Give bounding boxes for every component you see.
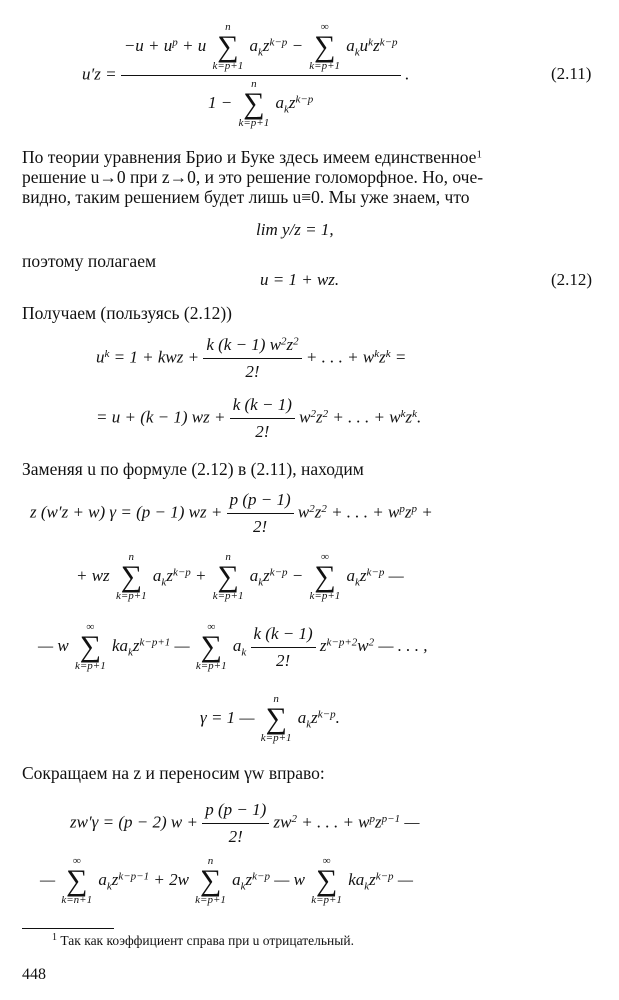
eq-2-11-number: (2.11)	[551, 64, 592, 83]
text-replace: Заменяя u по формуле (2.12) в (2.11), находим	[22, 459, 364, 479]
eq-2-12-number: (2.12)	[551, 270, 593, 289]
eq-2-11-denominator: 1 − n ∑ k=p+1 $a_kz^{k-p}$	[121, 75, 401, 129]
eq-final-line2: — ∞ ∑ k=n+1 $a_kz^{k-p-1} + 2w$ n ∑ k=p+1 $a_kz^{k-p}$ — w ∞ ∑ k=p+1 $ka_kz^{k-p}$ —	[40, 855, 413, 906]
footnote-rule	[22, 928, 114, 929]
equation-2-11: u′z = $-u + u^p + u$ n ∑ k=p+1 $a_kz^{k-p}$ − ∞ ∑ k=p+1 $a_ku^kz^{k-p}$ 1 − n ∑ k=p+1 $a_kz^{k-p}$ .	[82, 21, 409, 129]
eq-big-line4: γ = 1 — n ∑ k=p+1 $a_kz^{k-p}$.	[200, 693, 340, 744]
eq-limit: lim y/z = 1,	[256, 220, 334, 239]
para1-line1: По теории уравнения Брио и Буке здесь имеем единственное$^1$	[22, 147, 482, 167]
eq-2-11-numerator: $-u + u^p + u$ n ∑ k=p+1 $a_kz^{k-p}$ − ∞ ∑ k=p+1 $a_ku^kz^{k-p}$	[123, 21, 398, 72]
eq-final-line1: zw′γ = (p − 2) w + $\frac{p (p - 1)}{2!}$ $zw^2$ + . . . + $w^pz^{p-1}$ —	[70, 800, 420, 846]
text-hence: поэтому полагаем	[22, 251, 157, 271]
eq-2-11-fraction	[121, 22, 401, 129]
para1-line2: решение u→0 при z→0, и это решение голоморфное. Но, оче-	[22, 167, 484, 187]
eq-big-line2: + wz n ∑ k=p+1 $a_kz^{k-p}$ + n ∑ k=p+1 $a_kz^{k-p}$ − ∞ ∑ k=p+1 $a_kz^{k-p}$ —	[76, 551, 404, 602]
eq-2-12: u = 1 + wz.	[260, 270, 340, 289]
eq-2-11-lhs: u′z =	[82, 64, 117, 84]
eq-uk-line2: = u + (k − 1) wz + $\frac{k (k - 1)}{2!}$ $w^2z^2$ + . . . + $w^kz^k$.	[96, 395, 422, 441]
footnote	[52, 933, 354, 949]
eq-uk-line1: $u^k = 1$ + kwz + $\frac{k (k - 1) w^2z^2}{2!}$ + . . . + $w^kz^k$ =	[96, 335, 407, 381]
footnote-mark: 1	[52, 932, 57, 943]
eq-big-line3: — w ∞ ∑ k=p+1 $ka_kz^{k-p+1}$ — ∞ ∑ k=p+1 $a_k$ $\frac{k (k - 1)}{2!}$ $z^{k-p+2}w^2$ — . . . ,	[38, 621, 428, 672]
para1-line3: видно, таким решением будет лишь u≡0. Мы уже знаем, что	[22, 187, 470, 207]
footnote-text: Так как коэффициент справа при u отрицательный.	[60, 933, 354, 948]
page-number: 448	[22, 966, 46, 983]
footnote-marker: 1	[476, 148, 482, 161]
text-obtain: Получаем (пользуясь (2.12))	[22, 303, 232, 323]
eq-big-line1: z (w′z + w) γ = (p − 1) wz + $\frac{p (p - 1)}{2!}$ $w^2z^2$ + . . . + $w^pz^p$ +	[30, 490, 433, 536]
text-cancel: Сокращаем на z и переносим γw вправо:	[22, 763, 325, 783]
